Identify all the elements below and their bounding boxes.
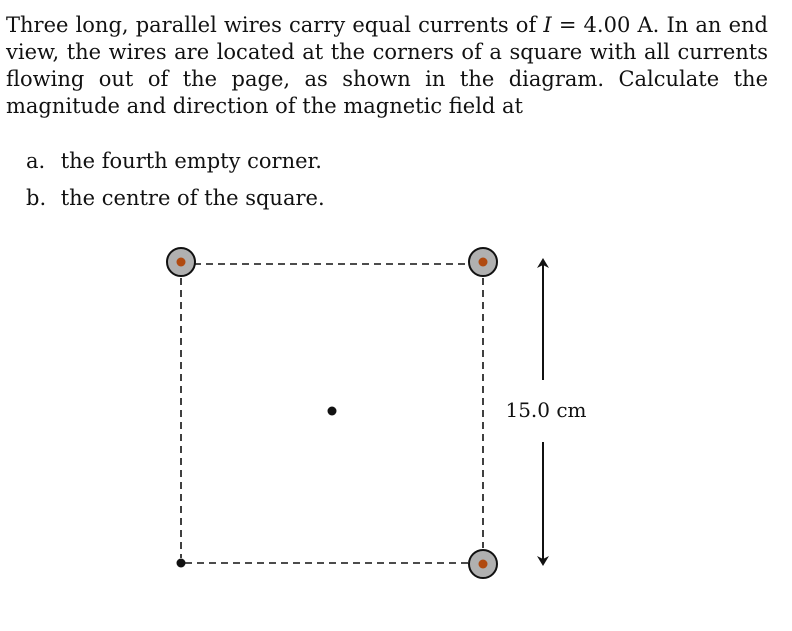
part-a-text: the fourth empty corner. bbox=[60, 149, 322, 173]
current-value: = 4.00 A. bbox=[558, 13, 660, 37]
wire-top-right-dot bbox=[479, 258, 488, 267]
current-symbol: I bbox=[543, 13, 552, 37]
problem-question: In an end view, the wires are located at the corners of a square with all currents flowing out of the page, as shown in the diagram. Calculate the magnitude and direction of the magnetic field at bbox=[6, 13, 768, 118]
side-length-label: 15.0 cm bbox=[505, 398, 587, 422]
wire-top-left bbox=[167, 248, 195, 276]
wire-bottom-right bbox=[469, 550, 497, 578]
part-b-text: the centre of the square. bbox=[60, 186, 325, 210]
wire-bottom-right-dot bbox=[479, 560, 488, 569]
empty-corner-point bbox=[177, 559, 186, 568]
part-b-marker: b. bbox=[26, 186, 47, 210]
wire-top-left-dot bbox=[177, 258, 186, 267]
problem-intro: Three long, parallel wires carry equal currents of bbox=[6, 13, 537, 37]
wire-top-right bbox=[469, 248, 497, 276]
square-centre-point bbox=[328, 407, 337, 416]
part-a-marker: a. bbox=[26, 149, 46, 173]
